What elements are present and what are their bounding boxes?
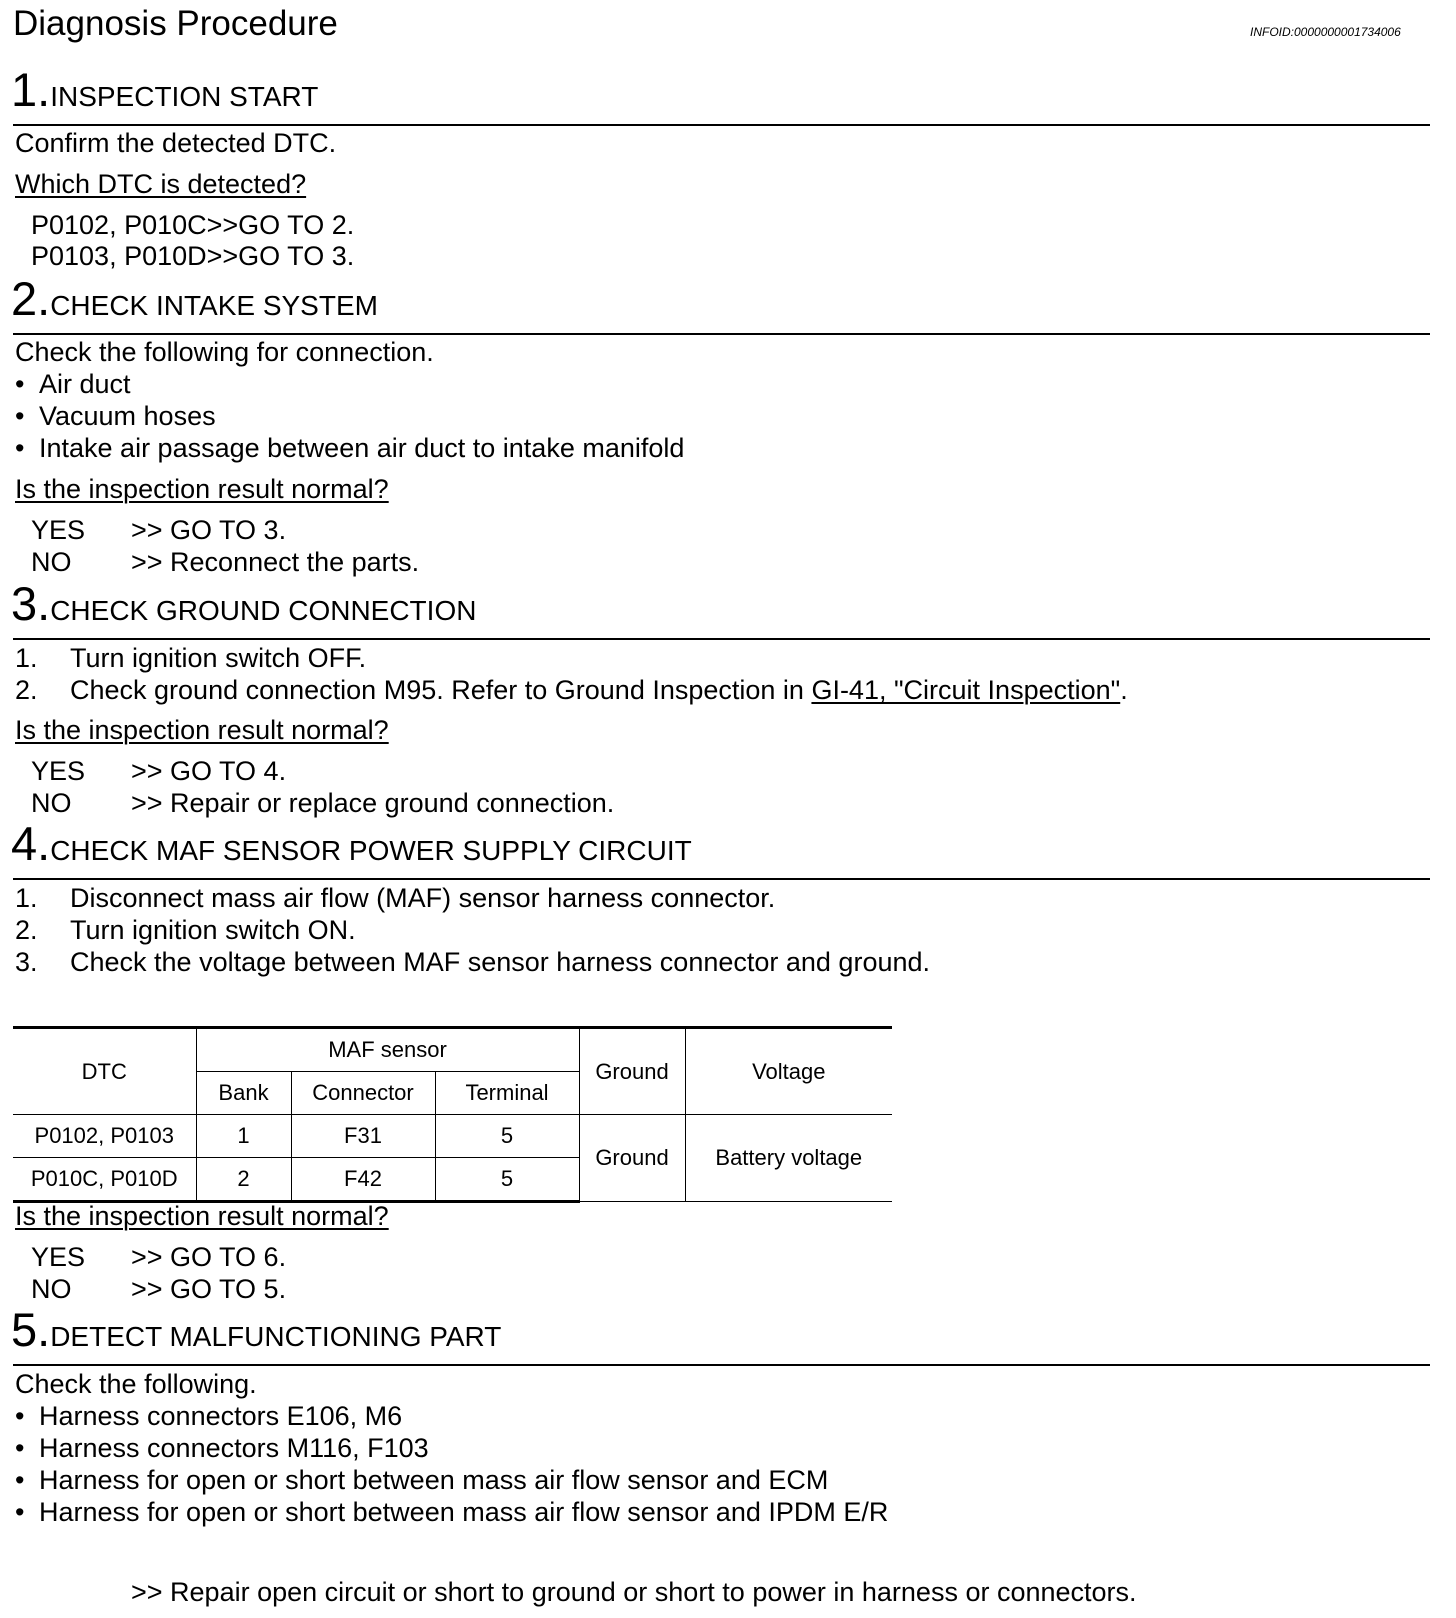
cell-terminal: 5 [435, 1158, 579, 1202]
bullet-icon: • [15, 1401, 25, 1431]
step-2-question: Is the inspection result normal? [15, 474, 389, 504]
step-1-answer-2: P0103, P010D>>GO TO 3. [31, 241, 355, 271]
cell-dtc: P010C, P010D [13, 1158, 196, 1202]
divider [13, 638, 1430, 640]
step-number: 1. [11, 63, 51, 116]
bullet-icon: • [15, 1497, 25, 1527]
step-2-instruction: Check the following for connection. [15, 337, 434, 367]
table-row [13, 1115, 892, 1158]
bullet-item [15, 435, 684, 462]
cell-connector: F31 [291, 1115, 435, 1158]
header-dtc: DTC [13, 1028, 196, 1115]
answer-yes: YES >> GO TO 3. [31, 515, 287, 545]
divider [13, 124, 1430, 126]
step-1-heading [11, 63, 319, 116]
divider [13, 1364, 1430, 1366]
bullet-item [15, 1403, 402, 1430]
answer-yes: YES >> GO TO 4. [31, 756, 287, 786]
bullet-icon: • [15, 433, 25, 463]
gi-41-circuit-inspection-link[interactable]: GI-41, "Circuit Inspection" [811, 675, 1121, 705]
step-1-answer-1: P0102, P010C>>GO TO 2. [31, 210, 355, 240]
cell-connector: F42 [291, 1158, 435, 1202]
maf-voltage-table [13, 1026, 892, 1203]
answer-no: NO >> GO TO 5. [31, 1274, 287, 1304]
header-connector: Connector [291, 1072, 435, 1115]
step-title: CHECK INTAKE SYSTEM [50, 290, 378, 321]
numbered-item: 2. Turn ignition switch ON. [15, 915, 356, 945]
info-id: INFOID:0000000001734006 [1250, 25, 1401, 39]
step-title: DETECT MALFUNCTIONING PART [50, 1321, 502, 1352]
step-3-question: Is the inspection result normal? [15, 715, 389, 745]
step-title: CHECK GROUND CONNECTION [50, 595, 477, 626]
bullet-icon: • [15, 401, 25, 431]
step-title: INSPECTION START [50, 81, 319, 112]
step-title: CHECK MAF SENSOR POWER SUPPLY CIRCUIT [50, 835, 692, 866]
cell-ground: Ground [579, 1115, 685, 1202]
step-2-heading [11, 272, 378, 325]
cell-bank: 2 [196, 1158, 291, 1202]
divider [13, 878, 1430, 880]
step-4-question: Is the inspection result normal? [15, 1201, 389, 1231]
step-number: 3. [11, 577, 51, 630]
bullet-text: Intake air passage between air duct to intake manifold [39, 433, 685, 463]
header-voltage: Voltage [685, 1028, 892, 1115]
bullet-icon: • [15, 1465, 25, 1495]
header-terminal: Terminal [435, 1072, 579, 1115]
step-3-heading [11, 577, 477, 630]
answer-yes: YES >> GO TO 6. [31, 1242, 287, 1272]
bullet-icon: • [15, 1433, 25, 1463]
bullet-item [15, 1499, 888, 1526]
cell-terminal: 5 [435, 1115, 579, 1158]
header-maf-sensor: MAF sensor [196, 1028, 579, 1072]
step-5-heading [11, 1303, 502, 1356]
cell-voltage: Battery voltage [685, 1115, 892, 1202]
step-number: 4. [11, 817, 51, 870]
bullet-text: Air duct [39, 369, 131, 399]
numbered-item: 1. Turn ignition switch OFF. [15, 643, 367, 673]
answer-no: NO >> Reconnect the parts. [31, 547, 420, 577]
table-header-row [13, 1028, 892, 1072]
step-number: 2. [11, 272, 51, 325]
numbered-item: 3. Check the voltage between MAF sensor harness connector and ground. [15, 947, 931, 977]
bullet-text: Vacuum hoses [39, 401, 216, 431]
header-bank: Bank [196, 1072, 291, 1115]
step-5-final-action: >> Repair open circuit or short to ground or short to power in harness or connectors. [131, 1577, 1137, 1607]
bullet-text: Harness connectors E106, M6 [39, 1401, 403, 1431]
bullet-text: Harness for open or short between mass air flow sensor and IPDM E/R [39, 1497, 889, 1527]
page-title: Diagnosis Procedure [13, 4, 338, 43]
divider [13, 333, 1430, 335]
step-5-instruction: Check the following. [15, 1369, 257, 1399]
numbered-item: 1. Disconnect mass air flow (MAF) sensor harness connector. [15, 883, 776, 913]
step-1-instruction: Confirm the detected DTC. [15, 128, 337, 158]
bullet-item [15, 1435, 429, 1462]
bullet-icon: • [15, 369, 25, 399]
numbered-item: 2. Check ground connection M95. Refer to Ground Inspection in GI-41, "Circuit Inspection". [15, 675, 1128, 705]
answer-no: NO >> Repair or replace ground connection. [31, 788, 615, 818]
bullet-item [15, 371, 131, 398]
step-4-heading [11, 817, 692, 870]
step-number: 5. [11, 1303, 51, 1356]
bullet-text: Harness for open or short between mass air flow sensor and ECM [39, 1465, 829, 1495]
bullet-text: Harness connectors M116, F103 [39, 1433, 429, 1463]
bullet-item [15, 1467, 828, 1494]
cell-bank: 1 [196, 1115, 291, 1158]
bullet-item [15, 403, 216, 430]
cell-dtc: P0102, P0103 [13, 1115, 196, 1158]
step-1-question: Which DTC is detected? [15, 169, 307, 199]
header-ground: Ground [579, 1028, 685, 1115]
